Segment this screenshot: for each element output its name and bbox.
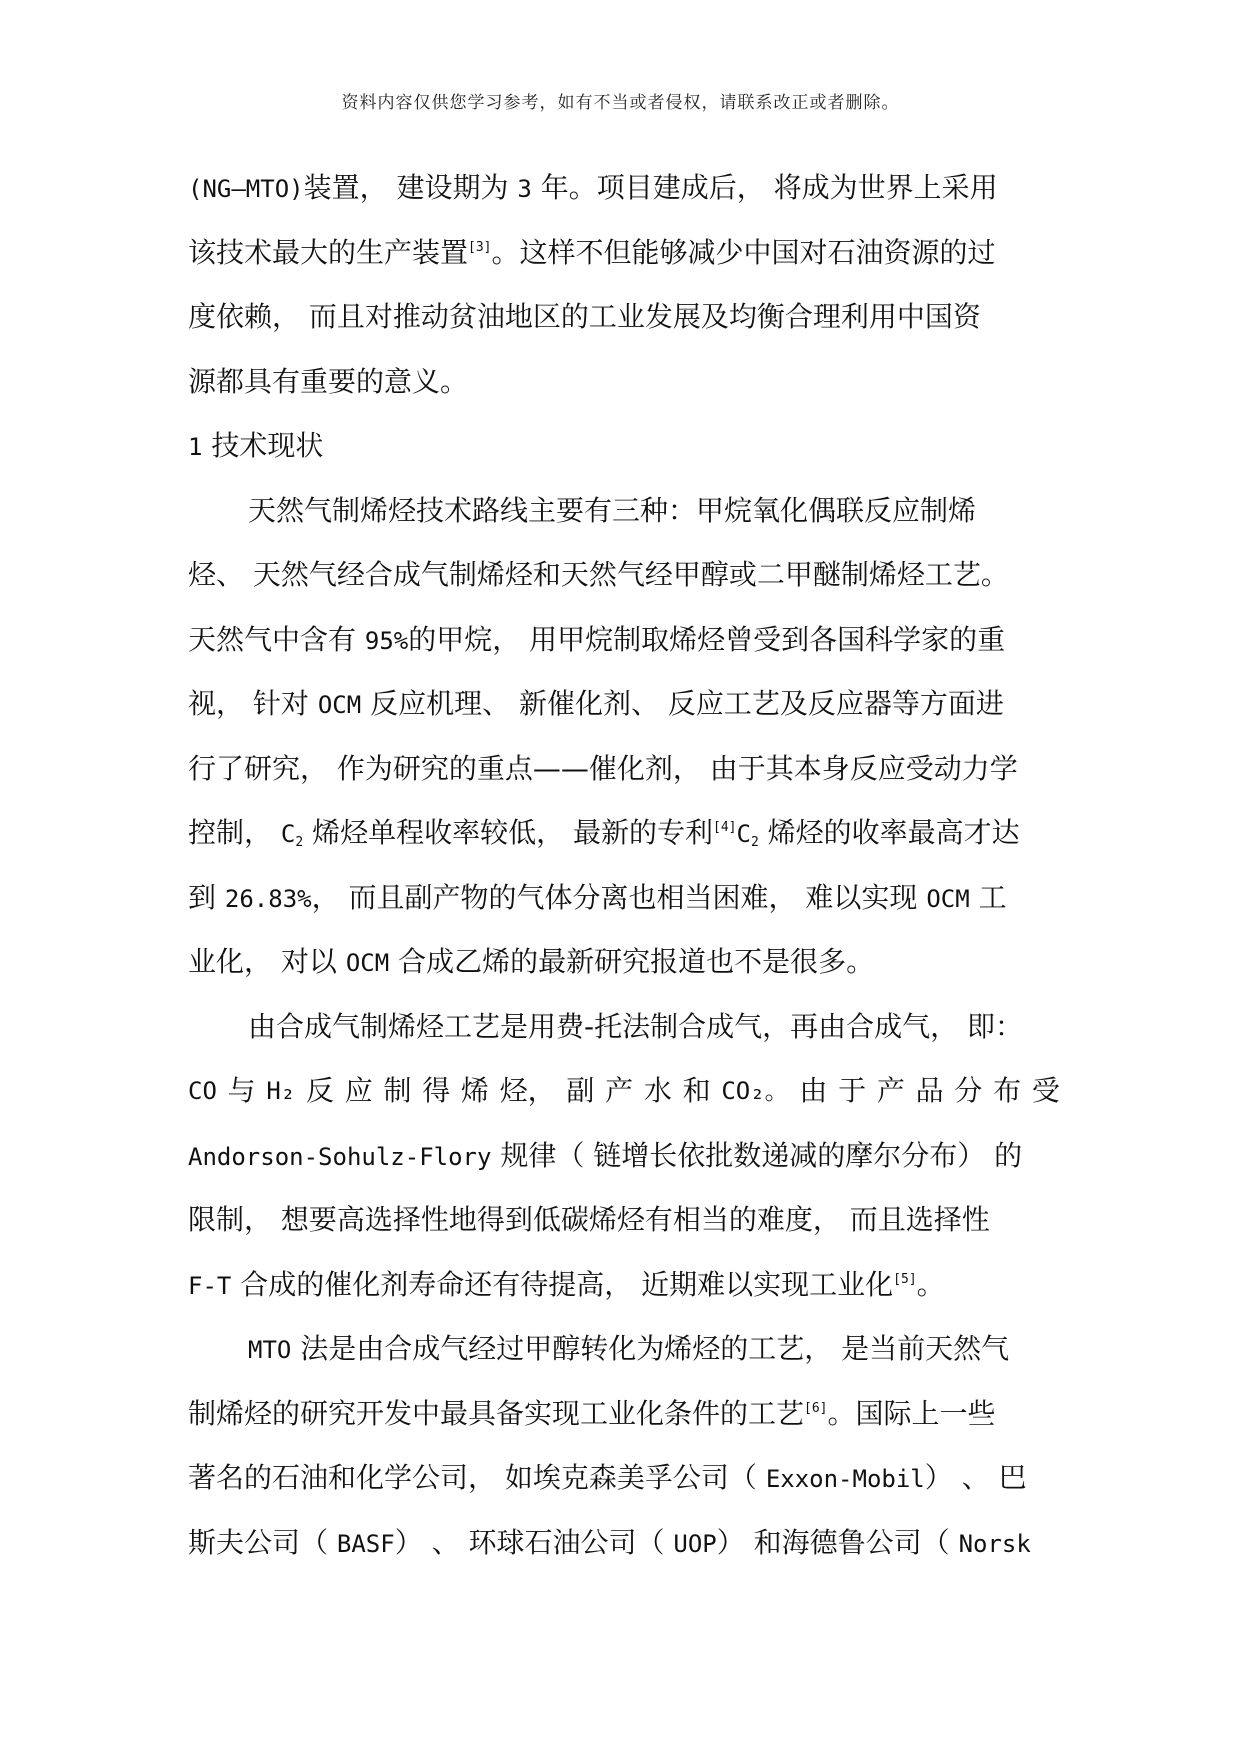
text-segment: 规律（ 链增长依批数递减的摩尔分布） 的 (491, 1138, 1023, 1172)
text-segment: 反应机理、 新催化剂、 反应工艺及反应器等方面进 (361, 687, 1004, 720)
text-segment: OCM (926, 884, 970, 913)
p2-line-3 (188, 608, 1060, 673)
text-segment: 于 (838, 1074, 867, 1107)
p2-line-5: 行了研究， 作为研究的重点——催化剂， 由于其本身反应受动力学 (188, 751, 1018, 785)
text-segment: 受 (1031, 1074, 1060, 1107)
text-segment: 烯烃单程收率较低， 最新的专利 (303, 816, 713, 849)
citation-ref: [6] (804, 1400, 828, 1416)
p1-line-1 (188, 156, 1060, 221)
p2-line-2: 烃、 天然气经合成气制烯烃和天然气经甲醇或二甲醚制烯烃工艺。 (188, 558, 1009, 591)
p2-line-7 (188, 866, 1060, 931)
text-segment: Exxon-Mobil (765, 1465, 925, 1493)
section-number: 1 (188, 433, 203, 461)
text-segment: H₂ (266, 1077, 296, 1105)
text-segment: OCM (317, 691, 362, 719)
text-segment: 。 (916, 1267, 945, 1301)
p2-line-1: 天然气制烯烃技术路线主要有三种：甲烷氧化偶联反应制烯 (248, 493, 977, 527)
text-segment: 工 (969, 880, 1007, 914)
text-segment: BASF (336, 1529, 395, 1558)
p4-line-4 (188, 1511, 1060, 1576)
text-segment: ） 、 环球石油公司（ (394, 1525, 674, 1559)
p2-line-4 (188, 672, 1060, 737)
text-segment: 3 (517, 175, 532, 203)
text-segment: 法是由合成气经过甲醇转化为烯烃的工艺， 是当前天然气 (291, 1332, 1010, 1365)
text-segment: (NG—MTO) (188, 175, 304, 203)
section-heading (188, 414, 1060, 479)
text-segment: 年。项目建成后， 将成为世界上采用 (531, 171, 998, 204)
p3-line-2 (188, 1059, 1060, 1124)
text-segment: 水 (643, 1074, 672, 1107)
p4-line-2 (188, 1382, 1060, 1447)
p1-line-4: 源都具有重要的意义。 (188, 364, 469, 398)
text-segment: 斯夫公司（ (188, 1525, 337, 1559)
p1-line-3: 度依赖， 而且对推动贫油地区的工业发展及均衡合理利用中国资 (188, 300, 981, 333)
text-segment: 得 (422, 1074, 451, 1107)
text-segment: ， 而且副产物的气体分离也相当困难， 难以实现 (311, 880, 927, 914)
citation-ref: [3] (468, 239, 492, 255)
text-segment: 应 (344, 1074, 373, 1107)
citation-ref: [5] (893, 1271, 917, 1287)
p2-line-6 (188, 801, 1060, 866)
text-segment: 到 (188, 880, 225, 914)
text-segment: CO (188, 1077, 217, 1105)
page-header-disclaimer: 资料内容仅供您学习参考，如有不当或者侵权，请联系改正或者删除。 (341, 93, 900, 113)
text-segment: 与 (227, 1074, 256, 1107)
text-segment: 著名的石油和化学公司， 如埃克森美孚公司（ (188, 1461, 766, 1494)
text-segment: C (736, 820, 751, 848)
text-segment: 天然气中含有 (188, 622, 365, 656)
text-segment: 制 (383, 1074, 412, 1107)
text-segment: 业化， 对以 (188, 945, 346, 978)
text-segment: 。这样不但能够减少中国对石油资源的过 (491, 235, 996, 269)
text-segment: 制烯烃的研究开发中最具备实现工业化条件的工艺 (188, 1396, 805, 1430)
p4-line-3 (188, 1446, 1060, 1511)
text-segment: F-T (188, 1271, 232, 1300)
text-segment: 和 (682, 1074, 711, 1107)
text-segment: 产 (876, 1074, 905, 1107)
p1-line-2 (188, 221, 1060, 286)
text-segment: 的甲烷， 用甲烷制取烯烃曾受到各国科学家的重 (408, 622, 1006, 656)
text-segment: C (280, 820, 296, 848)
text-segment: 控制， (188, 816, 281, 849)
text-segment: 95% (364, 626, 409, 655)
text-segment: 布 (993, 1074, 1022, 1107)
text-segment: 产 (605, 1074, 634, 1107)
text-segment: 分 (954, 1074, 983, 1107)
p3-line-4: 限制， 想要高选择性地得到低碳烯烃有相当的难度， 而且选择性 (188, 1203, 990, 1236)
text-segment: ） 、 巴 (924, 1461, 1027, 1494)
text-segment: 烃， (499, 1074, 556, 1107)
text-segment: 烯 (460, 1074, 489, 1107)
text-segment: 合成的催化剂寿命还有待提高， 近期难以实现工业化 (231, 1267, 894, 1301)
text-segment: 装置， 建设期为 (303, 171, 518, 204)
p3-line-1: 由合成气制烯烃工艺是用费-托法制合成气，再由合成气， 即： (248, 1009, 1024, 1043)
text-segment: 反 (305, 1074, 334, 1107)
text-segment: 26.83% (224, 884, 312, 913)
text-segment: 该技术最大的生产装置 (188, 235, 469, 269)
text-segment: CO₂。 (721, 1077, 789, 1105)
document-body (188, 156, 1060, 1575)
text-segment: 副 (566, 1074, 595, 1107)
text-segment: 品 (915, 1074, 944, 1107)
text-segment: Norsk (958, 1529, 1031, 1558)
text-segment: 视， 针对 (188, 687, 318, 720)
text-segment: UOP (673, 1529, 717, 1558)
p2-line-8 (188, 930, 1060, 995)
text-segment: ） 和海德鲁公司（ (716, 1525, 959, 1559)
p4-line-1 (188, 1317, 1060, 1382)
section-title: 技术现状 (202, 429, 324, 462)
p3-line-3 (188, 1124, 1060, 1189)
subscript: 2 (750, 835, 759, 850)
text-segment: OCM (345, 949, 390, 977)
citation-ref: [4] (713, 820, 737, 835)
text-segment: 烯烃的收率最高才达 (758, 816, 1020, 849)
p3-line-5 (188, 1253, 1060, 1318)
text-segment: Andorson-Sohulz-Flory (188, 1142, 492, 1171)
text-segment: MTO (248, 1336, 292, 1364)
text-segment: 。国际上一些 (827, 1396, 996, 1430)
text-segment: 合成乙烯的最新研究报道也不是很多。 (389, 945, 875, 978)
text-segment: 由 (799, 1074, 828, 1107)
subscript: 2 (295, 835, 304, 850)
